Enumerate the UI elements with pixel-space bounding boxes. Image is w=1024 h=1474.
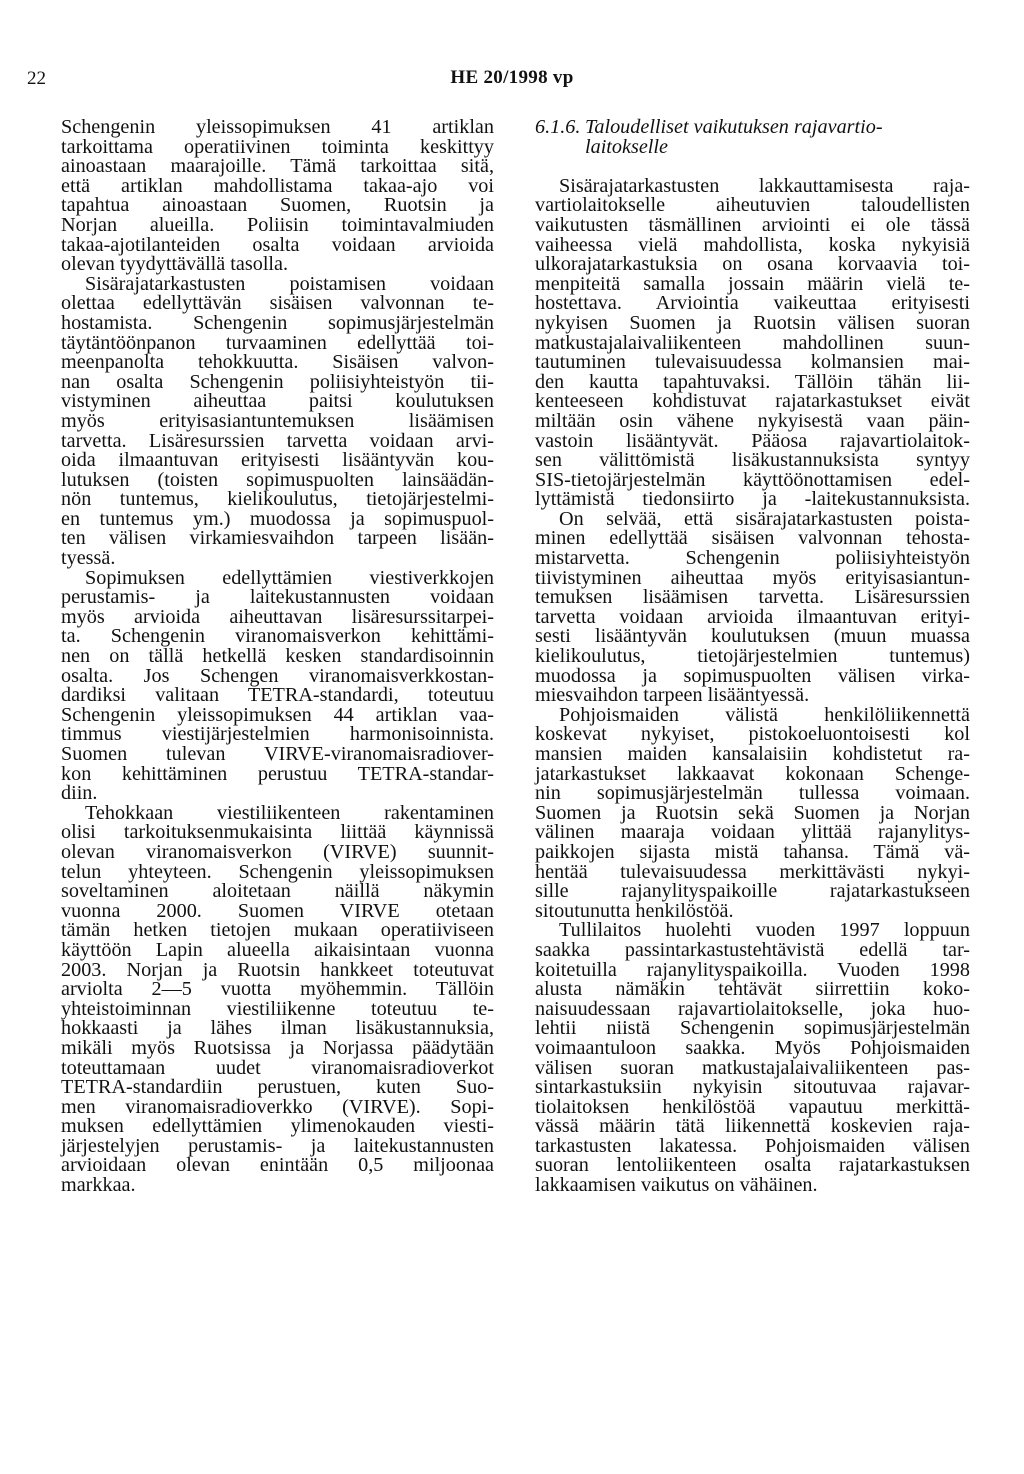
text-line: SIS-tietojärjestelmän käyttöönottamisen edel- (535, 468, 970, 491)
text-line: tämän hetken tietojen mukaan operatiiviseen (61, 919, 494, 942)
section-number: 6.1.6. (535, 116, 581, 138)
text-line: sintarkastuksiin nykyisin sitoutuvaa rajavar- (535, 1076, 970, 1099)
text-line: Suomen ja Ruotsin sekä Suomen ja Norjan (535, 801, 970, 824)
text-line: timmus viestijärjestelmien harmonisoinnista. (61, 723, 494, 746)
section-title-line-2: laitokselle (585, 135, 668, 158)
text-line: telun yhteyteen. Schengenin yleissopimuksen (61, 860, 494, 883)
text-line: 2003. Norjan ja Ruotsin hankkeet toteutuvat (61, 958, 494, 981)
text-line: lyttämistä tiedonsiirto ja -laitekustannuksista. (535, 488, 970, 511)
text-line: On selvää, että sisärajatarkastusten poista- (559, 507, 970, 530)
text-line: olettaa edellyttävän sisäisen valvonnan te- (61, 292, 494, 315)
text-line: olisi tarkoituksenmukaisinta liittää käynnissä (61, 821, 494, 844)
text-line: muodossa ja sopimuspuolten välisen virka- (535, 664, 970, 687)
text-line: olevan tyydyttävällä tasolla. (61, 253, 289, 276)
text-line: myös arvioida aiheuttavan lisäresurssitarpei- (61, 605, 494, 628)
text-line: vistyminen aiheuttaa paitsi koulutuksen (61, 390, 494, 413)
text-line: ten välisen virkamiesvaihdon tarpeen lisään- (61, 527, 494, 550)
text-line: täytäntöönpanon turvaaminen edellyttää toi- (61, 331, 494, 354)
text-line: hostamista. Schengenin sopimusjärjestelmän (61, 311, 494, 334)
text-line: nan osalta Schengenin poliisiyhteistyön tii- (61, 370, 494, 393)
text-line: Norjan alueilla. Poliisin toimintavalmiuden (61, 213, 494, 236)
text-line: sen välittömistä lisäkustannuksista syntyy (535, 449, 970, 472)
text-line: muksen edellyttämien ylimenokauden viesti- (61, 1115, 494, 1138)
text-line: tautuminen tulevaisuudessa kolmansien mai- (535, 351, 970, 374)
text-line: matkustajalaivaliikenteen mahdollinen suun- (535, 331, 970, 354)
text-line: nykyisen Suomen ja Ruotsin välisen suoran (535, 311, 970, 334)
text-line: kenteeseen kohdistuvat rajatarkastukset eivät (535, 390, 970, 413)
text-line: hostettava. Arviointia vaikeuttaa erityisesti (535, 292, 970, 315)
text-line: käyttöön Lapin alueella aikaisintaan vuonna (61, 938, 494, 961)
text-line: osalta. Jos Schengen viranomaisverkkostan- (61, 664, 494, 687)
text-line: tarkoittama operatiivinen toiminta keskittyy (61, 135, 494, 158)
text-line: koskevat nykyiset, pistokoeluontoisesti kol (535, 723, 970, 746)
text-line: tarvetta. Lisäresurssien tarvetta voidaan arvi- (61, 429, 494, 452)
text-line: Suomen tulevan VIRVE-viranomaisradiover- (61, 743, 494, 765)
page-number: 22 (27, 68, 46, 89)
text-line: mansien maiden kansalaisiin kohdistetut ra- (535, 743, 970, 765)
text-line: vässä määrin tätä liikennettä koskevien raja- (535, 1115, 970, 1138)
text-line: tiivistyminen aiheuttaa myös erityisasiantun- (535, 566, 970, 589)
text-line: jatarkastukset lakkaavat kokonaan Schenge- (535, 762, 970, 785)
text-line: ainoastaan maarajoille. Tämä tarkoittaa sitä, (61, 155, 494, 178)
text-line: mikäli myös Ruotsissa ja Norjassa päädytään (61, 1036, 494, 1059)
section-heading (535, 118, 970, 157)
text-line: myös erityisasiantuntemuksen lisäämisen (61, 409, 494, 432)
text-line: den kautta tapahtuvaksi. Tällöin tähän lii- (535, 370, 970, 393)
text-line: mistarvetta. Schengenin poliisiyhteistyön (535, 547, 970, 570)
text-line: kielikoulutus, tietojärjestelmien tuntemus) (535, 645, 970, 668)
text-line: takaa-ajotilanteiden osalta voidaan arvioida (61, 233, 494, 256)
document-id: HE 20/1998 vp (450, 67, 574, 88)
text-line: järjestelyjen perustamis- ja laitekustannusten (61, 1134, 494, 1157)
text-line: ulkorajatarkastuksia on osana korvaavia toi- (535, 253, 970, 276)
text-line: lakkaamisen vaikutus on vähäinen. (535, 1174, 818, 1197)
text-line: vartiolaitokselle aiheutuvien taloudellisten (535, 194, 970, 217)
text-line: vaikutusten täsmällinen arviointi ei ole tässä (535, 213, 970, 236)
text-line: miltään osin vähene nykyisestä vaan päin- (535, 409, 970, 432)
text-line: välisen suoran matkustajalaivaliikenteen pas- (535, 1056, 970, 1079)
text-line: nön tuntemus, kielikoulutus, tietojärjestelmi- (61, 488, 494, 511)
text-line: markkaa. (61, 1174, 136, 1197)
left-column (61, 118, 494, 1196)
text-line: men viranomaisradioverkko (VIRVE). Sopi- (61, 1095, 494, 1118)
text-line: kon kehittäminen perustuu TETRA-standar- (61, 762, 494, 785)
text-line: en tuntemus ym.) muodossa ja sopimuspuol- (61, 507, 494, 530)
text-line: tiolaitoksen henkilöstöä vapautuu merkittä- (535, 1095, 970, 1118)
text-line: saakka passintarkastustehtävistä edellä tar- (535, 938, 970, 961)
section-title-line-1: Taloudelliset vaikutuksen rajavartio- (585, 116, 883, 138)
text-line: yhteistoiminnan viestiliikenne toteutuu te- (61, 997, 494, 1020)
text-line: sitoutunutta henkilöstöä. (535, 899, 734, 922)
text-line: suoran lentoliikenteen osalta rajatarkastuksen (535, 1154, 970, 1177)
text-line: että artiklan mahdollistama takaa-ajo voi (61, 174, 494, 197)
text-line: perustamis- ja laitekustannusten voidaan (61, 586, 494, 609)
text-line: hokkaasti ja lähes ilman lisäkustannuksia, (61, 1017, 494, 1040)
text-line: välinen maaraja voidaan ylittää rajanylitys- (535, 821, 970, 844)
text-line: Tullilaitos huolehti vuoden 1997 loppuun (559, 919, 970, 942)
text-line: ta. Schengenin viranomaisverkon kehittämi- (61, 625, 494, 648)
text-line: arvioidaan olevan enintään 0,5 miljoonaa (61, 1154, 494, 1177)
text-line: sesti lisääntyvän koulutuksen (muun muassa (535, 625, 970, 648)
text-line: toteuttamaan uudet viranomaisradioverkot (61, 1056, 494, 1079)
text-line: temuksen lisäämisen tarvetta. Lisäresurssien (535, 586, 970, 609)
text-line: TETRA-standardiin perustuen, kuten Suo- (61, 1076, 494, 1099)
text-line: paikkojen sijasta mistä tahansa. Tämä vä- (535, 840, 970, 863)
text-line: nen on tällä hetkellä kesken standardisoinnin (61, 645, 494, 668)
text-line: Sisärajatarkastusten lakkauttamisesta raja- (559, 174, 970, 197)
text-line: voimaantuloon saakka. Myös Pohjoismaiden (535, 1036, 970, 1059)
text-line: arviolta 2—5 vuotta myöhemmin. Tällöin (61, 978, 494, 1001)
right-column (535, 118, 970, 1196)
text-line: tarvetta voidaan arvioida ilmaantuvan erityi- (535, 605, 970, 628)
text-line: hentää tulevaisuudessa merkittävästi nykyi- (535, 860, 970, 883)
text-line: naisuudessaan rajavartiolaitokselle, joka huo- (535, 997, 970, 1020)
text-line: dardiksi valitaan TETRA-standardi, toteutuu (61, 684, 494, 707)
text-line: minen edellyttää sisäisen valvonnan tehosta- (535, 527, 970, 550)
text-line: nin sopimusjärjestelmän tullessa voimaan. (535, 782, 970, 805)
text-line: oida ilmaantuvan erityisesti lisääntyvän kou- (61, 449, 494, 472)
text-line: alusta nämäkin tehtävät siirrettiin koko- (535, 978, 970, 1001)
text-line: olevan viranomaisverkon (VIRVE) suunnit- (61, 840, 494, 863)
text-line: tapahtua ainoastaan Suomen, Ruotsin ja (61, 194, 494, 217)
text-line: koitetuilla rajanylityspaikoilla. Vuoden 1998 (535, 958, 970, 981)
text-line: vaiheessa vielä mahdollista, koska nykyisiä (535, 233, 970, 256)
text-line: Schengenin yleissopimuksen 41 artiklan (61, 116, 494, 138)
text-line: diin. (61, 782, 98, 805)
text-line: menpiteitä samalla jossain määrin vielä te- (535, 272, 970, 295)
text-line: miesvaihdon tarpeen lisääntyessä. (535, 684, 810, 707)
text-line: sille rajanylityspaikoille rajatarkastukseen (535, 880, 970, 903)
text-line: soveltaminen aloitetaan näillä näkymin (61, 880, 494, 903)
text-line: meenpanolta tehokkuutta. Sisäisen valvon- (61, 351, 494, 374)
text-line: Pohjoismaiden välistä henkilöliikennettä (559, 703, 970, 726)
text-line: vastoin lisääntyvät. Pääosa rajavartiolaitok- (535, 429, 970, 452)
text-line: Sisärajatarkastusten poistamisen voidaan (85, 272, 494, 295)
text-line: Sopimuksen edellyttämien viestiverkkojen (85, 566, 494, 589)
text-line: Tehokkaan viestiliikenteen rakentaminen (85, 801, 494, 824)
text-line: tyessä. (61, 547, 116, 570)
text-line: tarkastusten lakatessa. Pohjoismaiden välisen (535, 1134, 970, 1157)
text-line: Schengenin yleissopimuksen 44 artiklan vaa- (61, 703, 494, 726)
text-line: lehtii niistä Schengenin sopimusjärjestelmän (535, 1017, 970, 1040)
text-line: vuonna 2000. Suomen VIRVE otetaan (61, 899, 494, 922)
text-line: lutuksen (toisten sopimuspuolten lainsäädän- (61, 468, 494, 491)
